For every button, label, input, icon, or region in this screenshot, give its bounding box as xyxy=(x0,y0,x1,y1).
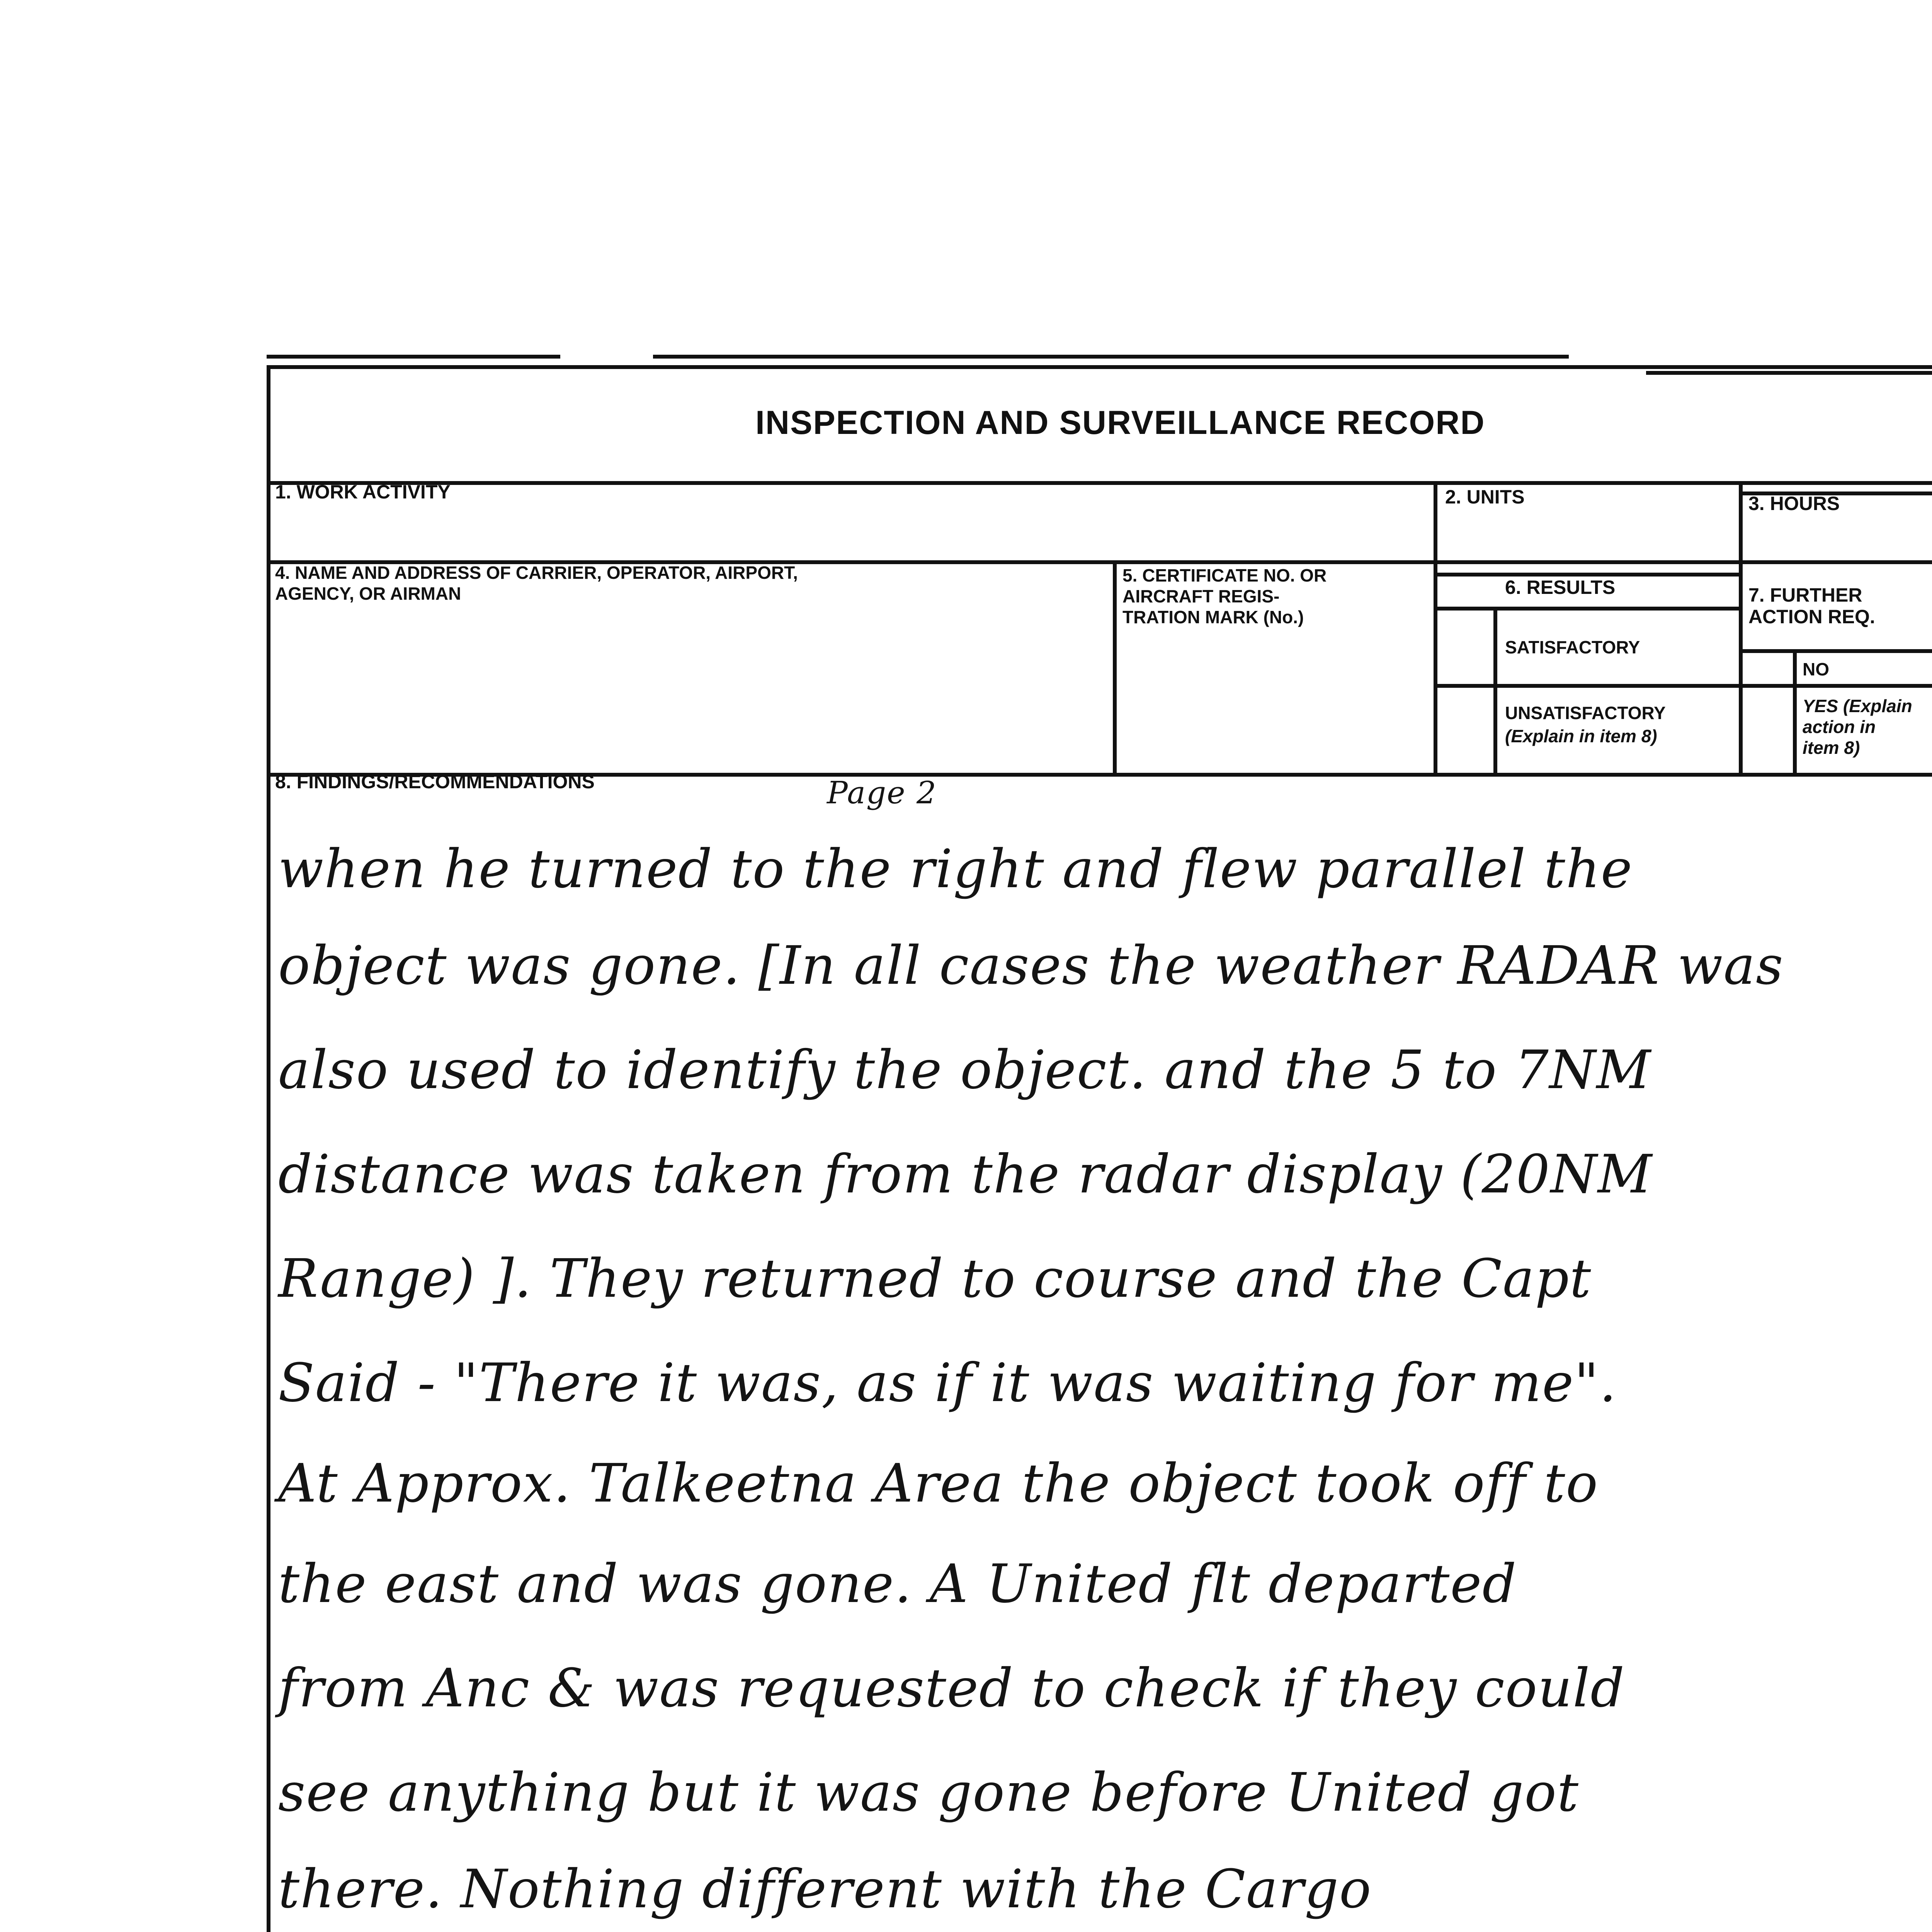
results-header-rule xyxy=(1434,573,1739,577)
hours-label: 3. HOURS xyxy=(1748,493,1840,514)
handwritten-line: the east and was gone. A United flt departed xyxy=(278,1553,1517,1615)
top-rule-left xyxy=(267,355,560,359)
further-action-check-divider xyxy=(1793,649,1797,775)
results-subrule xyxy=(1434,607,1739,611)
header-row1-top xyxy=(267,481,1932,485)
certificate-divider xyxy=(1113,560,1117,775)
outer-border-left xyxy=(267,365,270,1932)
top-rule-center xyxy=(653,355,1569,359)
results-label: 6. RESULTS xyxy=(1505,577,1616,598)
results-check-divider xyxy=(1493,607,1497,775)
findings-label: 8. FINDINGS/RECOMMENDATIONS xyxy=(275,771,595,793)
top-rule-right xyxy=(1646,371,1932,375)
hours-divider xyxy=(1739,481,1743,775)
satisfactory-bottom-rule xyxy=(1434,684,1932,688)
yes-label: YES (Explain action in item 8) xyxy=(1803,696,1912,758)
units-divider xyxy=(1434,481,1437,775)
outer-border-top xyxy=(267,365,1932,369)
handwritten-line: Range) ]. They returned to course and the Capt xyxy=(278,1248,1592,1310)
work-activity-label: 1. WORK ACTIVITY xyxy=(275,481,451,503)
satisfactory-label: SATISFACTORY xyxy=(1505,637,1640,657)
handwritten-line: object was gone. [In all cases the weather RADAR was xyxy=(278,935,1784,997)
handwritten-line: also used to identify the object. and the 5 to 7NM xyxy=(278,1039,1651,1101)
unsatisfactory-note: (Explain in item 8) xyxy=(1505,726,1657,746)
units-label: 2. UNITS xyxy=(1445,486,1525,508)
certificate-label: 5. CERTIFICATE NO. OR AIRCRAFT REGIS- TRATION MARK (No.) xyxy=(1122,565,1327,627)
further-action-label: 7. FURTHER ACTION REQ. xyxy=(1748,584,1875,628)
handwritten-line: At Approx. Talkeetna Area the object took off to xyxy=(278,1453,1599,1514)
form-title: INSPECTION AND SURVEILLANCE RECORD xyxy=(755,404,1485,441)
handwritten-line: see anything but it was gone before United got xyxy=(278,1762,1579,1823)
handwritten-line: from Anc & was requested to check if they could xyxy=(278,1658,1625,1719)
page-label: Page 2 xyxy=(827,775,937,811)
name-address-label: 4. NAME AND ADDRESS OF CARRIER, OPERATOR, AIRPORT, AGENCY, OR AIRMAN xyxy=(275,563,798,604)
handwritten-line: there. Nothing different with the Cargo xyxy=(278,1859,1372,1920)
handwritten-line: when he turned to the right and flew parallel the xyxy=(278,838,1633,900)
further-action-subrule xyxy=(1739,649,1932,653)
handwritten-line: Said - "There it was, as if it was waiting for me". xyxy=(278,1352,1617,1414)
unsatisfactory-label: UNSATISFACTORY xyxy=(1505,703,1666,723)
no-label: NO xyxy=(1803,659,1829,679)
handwritten-line: distance was taken from the radar display (20NM xyxy=(278,1144,1653,1205)
